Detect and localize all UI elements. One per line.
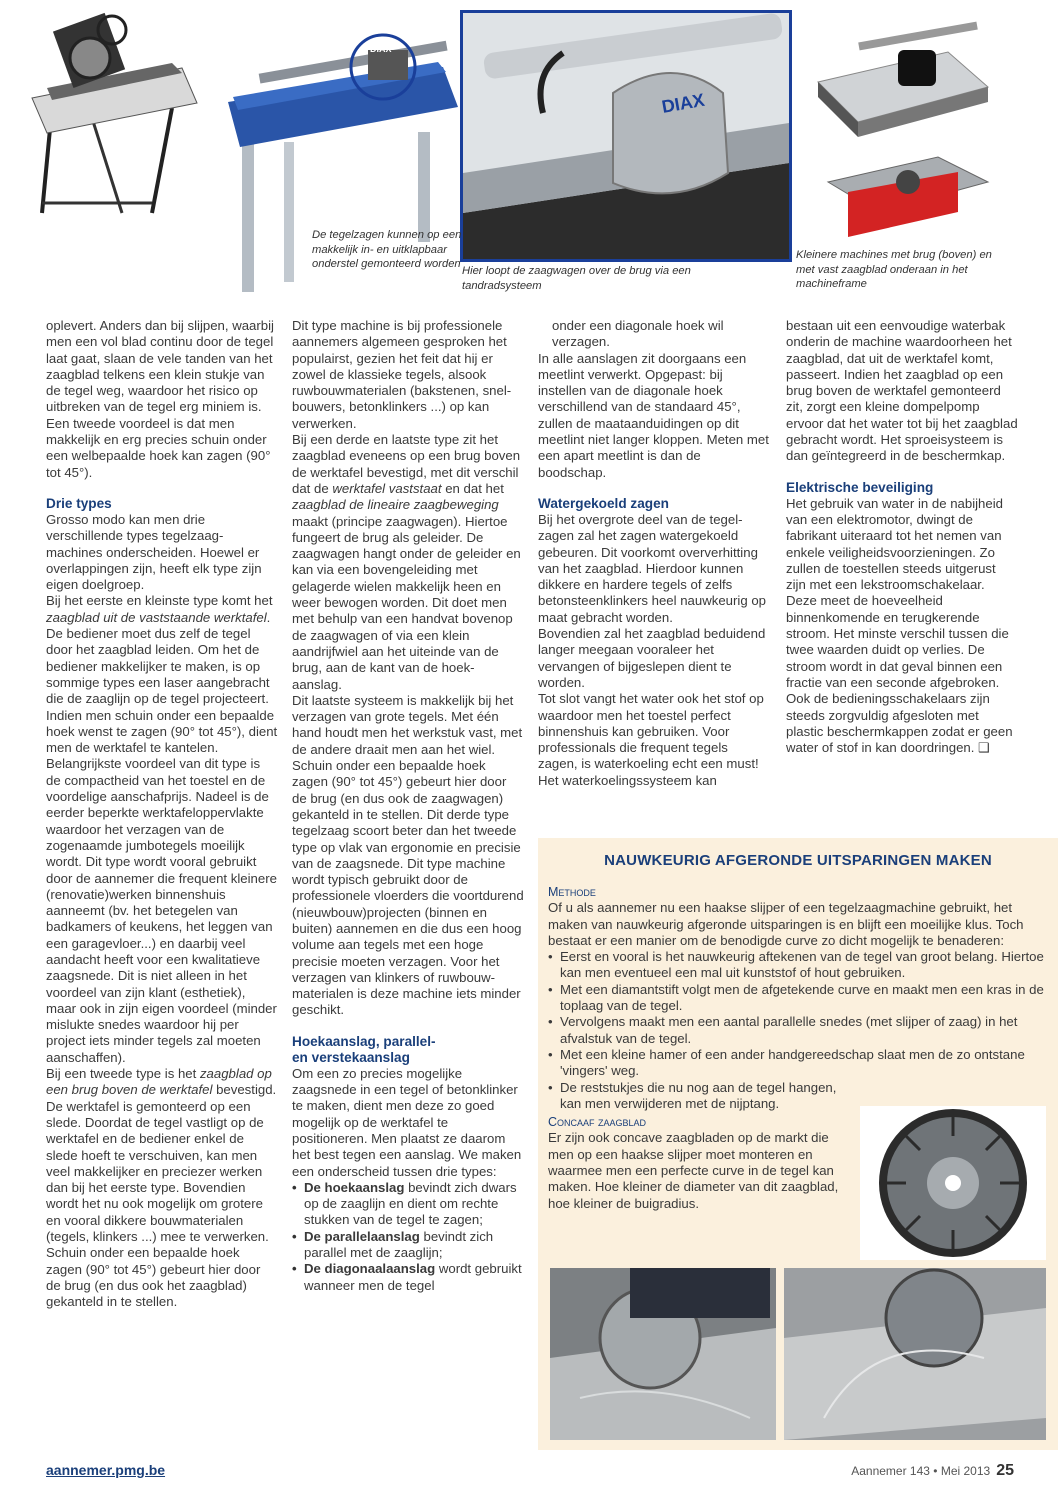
text-column-4 bbox=[786, 318, 1018, 756]
photo-small-machines bbox=[798, 12, 996, 244]
box-subheading-methode: Methode bbox=[548, 885, 596, 899]
paragraph: Dit laatste systeem is makkelijk bij het verzagen van grote tegels. Met één hand houdt men het werkstuk vast, met de andere draait men aan het wiel. Schuin onder een bepaalde hoek zagen (90° tot 45°) gebeurt hier door de brug (en dus ook de zaagwagen) gekanteld in te stellen. Dit derde type tegelzaag scoort beter dan het tweede type op vlak van ergonomie en precisie van de zaagsnede. Dit type machine wordt typisch gebruikt door de professionele vloerders die voortdurend (nieuwbouw)projecten (binnen en buiten) aannemen en die dus een hoog volume aan tegels met een hoge precisie moeten verzagen. Voor het verzagen van klinkers of ruwbouw-materialen is deze machine iets minder geschikt. bbox=[292, 692, 524, 1018]
paragraph: Bij het overgrote deel van de tegel-zagen zal het zagen watergekoeld gebeuren. Dit voorkomt oververhitting van het zaagblad. Hierdoor kunnen dikkere en hardere tegels of zelfs betonsteenklinkers heel nauwkeurig op maat gebracht worden. bbox=[538, 511, 766, 625]
list-item: • De parallelaanslag bevindt zich parallel met de zaaglijn; bbox=[292, 1229, 524, 1262]
paragraph: Om een zo precies mogelijke zaagsnede in een tegel of betonklinker te maken, dient men deze zo goed mogelijk op de werktafel te positioneren. Men plaatst ze daarom het best tegen een aanslag. We maken een onderscheid tussen drie types: bbox=[292, 1065, 522, 1179]
paragraph: Bij een derde en laatste type zit het zaagblad eveneens op een brug boven de werktafel bevestigd, met dit verschil dat de werktafel vaststaat en dat het zaagblad de lineaire zaagbeweging maakt (principe zaagwagen). Hiertoe fungeert de brug als geleider. De zaagwagen hangt onder de geleider en kan via een bovengeleiding met gelagerde wielen makkelijk heen en weer bewogen worden. Dit doet men met behulp van een handvat bovenop de zaagwagen of via een klein aandrijfwiel aan het uiteinde van de brug, aan de kant van de hoek-aanslag. bbox=[292, 432, 521, 692]
photo-grinder-cut-1 bbox=[550, 1268, 776, 1440]
paragraph: Het gebruik van water in de nabijheid van een elektromotor, dwingt de fabrikant uiteraard tot het nemen van enkele veiligheidsvoorzieningen. Zo zullen de toestellen steeds uitgerust zijn met een lekstroomschakelaar. Deze meet de hoeveelheid binnenkomende en terugkerende stroom. Het minste verschil tussen die twee waarden duidt op verlies. De stroom wordt in dat geval binnen een fractie van een seconde afgebroken. Ook de bedieningsschakelaars zijn steeds zorgvuldig afgesloten met plastic beschermkappen zodat er geen water of stof in kan doordringen. ❑ bbox=[786, 495, 1013, 756]
paragraph: Dit type machine is bij professionele aannemers algemeen gesproken het populairst, gezien het feit dat hij er zowel de klassieke tegels, alsook ruwbouwmaterialen (bakstenen, snel-bouwers, betonklinkers ...) op kan verwerken. bbox=[292, 318, 512, 431]
list-item: • Eerst en vooral is het nauwkeurig aftekenen van de tegel van groot belang. Hiertoe kan men eventueel een mal uit kunststof of hout gebruiken. bbox=[548, 949, 1048, 982]
list-steps bbox=[548, 949, 1048, 1112]
paragraph: Grosso modo kan men drie verschillende types tegelzaag-machines onderscheiden. Hoewel er overlappingen zijn, heeft elk type zijn eigen doelgroep. bbox=[46, 511, 262, 593]
paragraph: Bij een tweede type is het zaagblad op een brug boven de werktafel bevestigd. De werktafel is gemonteerd op een slede. Doordat de tegel vastligt op de werktafel en de bediener enkel de slede hoeft te verschuiven, kan men veel makkelijker en preciezer werken dan bij het eerste type. Bovendien wordt het nu ook mogelijk om grotere en vooral dikkere bouwmaterialen (tegels, klinkers ...) mee te verwerken. Schuin onder een bepaalde hoek zagen (90° tot 45°) gebeurt hier door de brug (en dus ook het zaagblad) gekanteld in te stellen. bbox=[46, 1066, 277, 1310]
list-item: • De diagonaalaanslag wordt gebruikt wanneer men de tegel bbox=[292, 1261, 524, 1294]
paragraph: bestaan uit een eenvoudige waterbak onderin de machine waardoorheen het zaagblad, dat uit de werktafel komt, passeert. Indien het zaagblad op een brug boven de werktafel gemonteerd zit, zorgt een kleine dompelpomp ervoor dat het water tot bij het zaagblad gebracht wordt. Het sproeisysteem is dan geïntegreerd in de beschermkap. bbox=[786, 318, 1018, 464]
heading-hoekaanslag: Hoekaanslag, parallel- en verstekaanslag bbox=[292, 1033, 436, 1065]
paragraph: onder een diagonale hoek wil verzagen. bbox=[552, 318, 724, 350]
diax-logo: DIAX bbox=[660, 89, 707, 117]
footer-issue bbox=[851, 1462, 1014, 1480]
list-item: • Met een diamantstift volgt men de afgetekende curve en maakt men een kras in de toplaag van de tegel. bbox=[548, 982, 1048, 1015]
heading-elektrische-beveiliging: Elektrische beveiliging bbox=[786, 479, 934, 495]
photo-bridge-closeup bbox=[460, 10, 792, 262]
footer-website-link[interactable]: aannemer.pmg.be bbox=[46, 1462, 166, 1478]
text-column-1 bbox=[46, 318, 278, 1311]
paragraph: Bovendien zal het zaagblad beduidend langer meegaan vooraleer het vervangen of bijgeslepen dient te worden. bbox=[538, 626, 766, 690]
footer-issue-text: Aannemer 143 • Mei 2013 bbox=[851, 1464, 991, 1478]
box-subheading-concaaf: Concaaf zaagblad bbox=[548, 1115, 647, 1130]
caption-bridge: Hier loopt de zaagwagen over de brug via een tandradsysteem bbox=[462, 265, 691, 292]
paragraph: Er zijn ook concave zaagbladen op de markt die men op een haakse slijper moet monteren en waarmee men een perfecte curve in de tegel kan maken. Hoe kleiner de diameter van dit zaagblad, hoe kleiner de buigradius. bbox=[548, 1130, 839, 1211]
photo-concave-blade bbox=[860, 1106, 1046, 1260]
photo-tile-saw-stand bbox=[22, 8, 202, 220]
list-item: • De hoekaanslag bevindt zich dwars op de zaaglijn en dient om rechte stukken van de tegel te zagen; bbox=[292, 1180, 524, 1229]
caption-stand: De tegelzagen kunnen op een makkelijk in- en uitklapbaar onderstel gemonteerd worden bbox=[312, 229, 462, 271]
list-item: • Vervolgens maakt men een aantal parallelle snedes (met slijper of zaag) in het afvalstuk van de tegel. bbox=[548, 1014, 1048, 1047]
heading-watergekoeld: Watergekoeld zagen bbox=[538, 495, 669, 511]
list-aanslagen bbox=[292, 1180, 524, 1294]
list-item: • Met een kleine hamer of een ander handgereedschap slaat men de zo ontstane 'vingers' weg. bbox=[548, 1047, 1048, 1080]
caption-small: Kleinere machines met brug (boven) en met vast zaagblad onderaan in het machineframe bbox=[796, 249, 992, 291]
sidebar-box-uitsparingen bbox=[538, 838, 1058, 1450]
page-number: 25 bbox=[996, 1462, 1014, 1479]
paragraph: Of u als aannemer nu een haakse slijper of een tegelzaagmachine gebruikt, het maken van nauwkeurig afgeronde uitsparingen is en blijft een moeilijke klus. Toch bestaat er een manier om de benodigde curve zo dicht mogelijk te benaderen: bbox=[548, 900, 1024, 948]
box-title: NAUWKEURIG AFGERONDE UITSPARINGEN MAKEN bbox=[604, 852, 992, 869]
paragraph: oplevert. Anders dan bij slijpen, waarbij men een vol blad continu door de tegel laat gaat, slaan de vele tanden van het zaagblad telkens een klein stukje van de tegel weg, waardoor het risico op uitbreken van de tegel erg miniem is. Een tweede voordeel is dat men makkelijk en erg precies schuin onder een welbepaalde hoek kan zagen (90° tot 45°). bbox=[46, 318, 274, 480]
paragraph: In alle aanslagen zit doorgaans een meetlint verwerkt. Opgepast: bij instellen van de diagonale hoek verschillend van de standaard 45°, zullen de maataanduidingen op dit meetlint niet langer kloppen. Meten met een apart meetlint is dan de boodschap. bbox=[538, 350, 769, 480]
text-column-2 bbox=[292, 318, 524, 1294]
photo-grinder-cut-2 bbox=[784, 1268, 1046, 1440]
paragraph: Bij het eerste en kleinste type komt het zaagblad uit de vaststaande werktafel. De bediener moet dus zelf de tegel door het zaagblad leiden. Om het de bediener makkelijker te maken, is op sommige types een laser aangebracht die de zaaglijn op de tegel projecteert. Indien men schuin onder een bepaalde hoek wenst te zagen (90° tot 45°), dient men de werktafel te kantelen. Belangrijkste voordeel van dit type is de compactheid van het toestel en de voordelige aanschafprijs. Nadeel is de eerder beperkte werktafeloppervlakte waardoor het verzagen van de zogenaamde jumbotegels moeilijk wordt. Dit type wordt vooral gebruikt door de aannemer die frequent kleinere (renovatie)werken binnenshuis aanneemt (bv. het betegelen van badkamers of keukens, het leggen van een garagevloer...) en daarbij veel aandacht heeft voor een kwalitatieve zaagsnede. Dit is niet alleen in het voordeel van zijn klant (esthetiek), maar ook in zijn eigen voordeel (minder mislukte snedes waardoor hij per project iets minder tegels zal moeten aanschaffen). bbox=[46, 593, 278, 1065]
paragraph: Tot slot vangt het water ook het stof op waardoor men het toestel perfect binnenshuis kan gebruiken. Voor professionals die frequent tegels zagen, is waterkoeling echt een must! Het waterkoelingssysteem kan bbox=[538, 691, 764, 788]
text-column-3 bbox=[538, 318, 770, 789]
heading-drie-types: Drie types bbox=[46, 495, 112, 511]
svg-text:DIAX: DIAX bbox=[370, 44, 392, 54]
list-item: • De reststukjes die nu nog aan de tegel hangen, kan men verwijderen met de nijptang. bbox=[548, 1080, 860, 1113]
